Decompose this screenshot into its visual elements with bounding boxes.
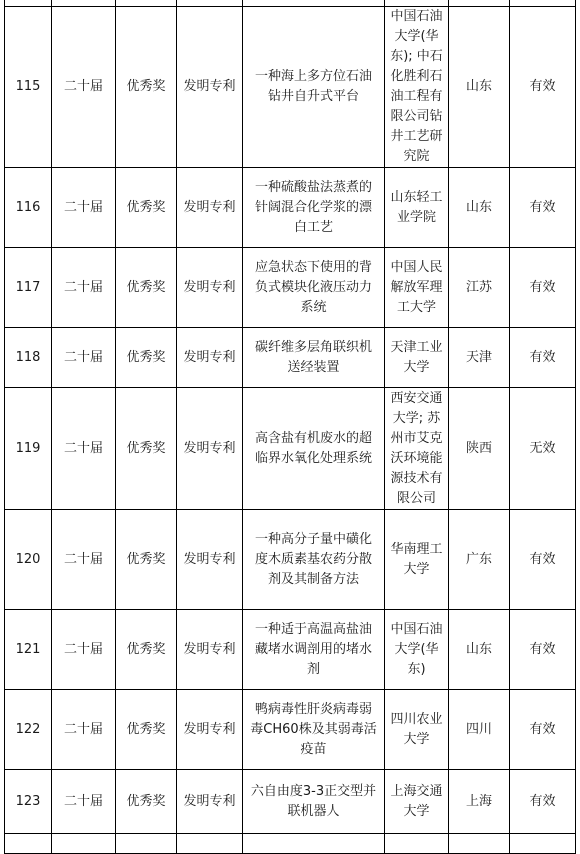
cell-type: 发明专利	[177, 690, 243, 770]
cell-province: 四川	[449, 690, 510, 770]
cell-session: 二十届	[52, 248, 116, 328]
cell-no: 123	[5, 770, 52, 834]
table-row	[5, 834, 576, 854]
cell-org: 华南理工大学	[385, 510, 449, 610]
cell-title	[243, 834, 385, 854]
cell-title: 碳纤维多层角联织机送经装置	[243, 328, 385, 388]
table-row	[5, 248, 576, 328]
cell-province: 上海	[449, 770, 510, 834]
table-row	[5, 510, 576, 610]
cell-org	[385, 834, 449, 854]
cell-status	[510, 834, 576, 854]
cell-type: 发明专利	[177, 248, 243, 328]
cell-session: 二十届	[52, 7, 116, 168]
cell-title: 一种海上多方位石油钻井自升式平台	[243, 7, 385, 168]
cell-award: 优秀奖	[116, 7, 177, 168]
cell-session: 二十届	[52, 388, 116, 510]
table-row	[5, 690, 576, 770]
cell-province: 山东	[449, 168, 510, 248]
cell-org: 中国石油大学(华东)	[385, 610, 449, 690]
cell-province: 山东	[449, 610, 510, 690]
cell-type: 发明专利	[177, 610, 243, 690]
cell-award: 优秀奖	[116, 328, 177, 388]
cell-no: 121	[5, 610, 52, 690]
cell-status: 有效	[510, 690, 576, 770]
table-row	[5, 168, 576, 248]
cell-status: 有效	[510, 510, 576, 610]
cell-session: 二十届	[52, 328, 116, 388]
cell-no: 117	[5, 248, 52, 328]
cell-award: 优秀奖	[116, 610, 177, 690]
cell-province: 陕西	[449, 388, 510, 510]
cell-status: 有效	[510, 248, 576, 328]
cell-title: 高含盐有机废水的超临界水氧化处理系统	[243, 388, 385, 510]
cell-org: 天津工业大学	[385, 328, 449, 388]
cell-no: 116	[5, 168, 52, 248]
cell-title: 一种适于高温高盐油藏堵水调剖用的堵水剂	[243, 610, 385, 690]
cell-org: 上海交通大学	[385, 770, 449, 834]
cell-session: 二十届	[52, 770, 116, 834]
cell-award: 优秀奖	[116, 770, 177, 834]
cell-org: 中国人民解放军理工大学	[385, 248, 449, 328]
cell-title: 一种高分子量中磺化度木质素基农药分散剂及其制备方法	[243, 510, 385, 610]
cell-title: 一种硫酸盐法蒸煮的针阔混合化学浆的漂白工艺	[243, 168, 385, 248]
cell-no: 119	[5, 388, 52, 510]
cell-no: 115	[5, 7, 52, 168]
cell-status: 有效	[510, 328, 576, 388]
cell-title: 鸭病毒性肝炎病毒弱毒CH60株及其弱毒活疫苗	[243, 690, 385, 770]
cell-title: 六自由度3-3正交型并联机器人	[243, 770, 385, 834]
cell-session: 二十届	[52, 510, 116, 610]
cell-type: 发明专利	[177, 770, 243, 834]
cell-province: 山东	[449, 7, 510, 168]
cell-award: 优秀奖	[116, 388, 177, 510]
cell-session: 二十届	[52, 168, 116, 248]
table-row	[5, 770, 576, 834]
cell-session	[52, 834, 116, 854]
cell-status: 有效	[510, 770, 576, 834]
table-row	[5, 610, 576, 690]
cell-status: 有效	[510, 610, 576, 690]
cell-award: 优秀奖	[116, 168, 177, 248]
cell-org: 山东轻工业学院	[385, 168, 449, 248]
cell-award	[116, 834, 177, 854]
cell-no	[5, 834, 52, 854]
cell-award: 优秀奖	[116, 510, 177, 610]
cell-title: 应急状态下使用的背负式模块化液压动力系统	[243, 248, 385, 328]
award-table	[4, 0, 576, 854]
cell-no: 120	[5, 510, 52, 610]
cell-no: 118	[5, 328, 52, 388]
cell-type: 发明专利	[177, 510, 243, 610]
cell-status: 无效	[510, 388, 576, 510]
cell-award: 优秀奖	[116, 248, 177, 328]
table-row	[5, 328, 576, 388]
table-body	[5, 0, 576, 854]
cell-org: 四川农业大学	[385, 690, 449, 770]
cell-type: 发明专利	[177, 7, 243, 168]
table-row	[5, 388, 576, 510]
cell-type: 发明专利	[177, 168, 243, 248]
cell-award: 优秀奖	[116, 690, 177, 770]
cell-type	[177, 834, 243, 854]
cell-type: 发明专利	[177, 328, 243, 388]
cell-no: 122	[5, 690, 52, 770]
cell-session: 二十届	[52, 690, 116, 770]
cell-province	[449, 834, 510, 854]
cell-session: 二十届	[52, 610, 116, 690]
cell-status: 有效	[510, 168, 576, 248]
cell-type: 发明专利	[177, 388, 243, 510]
table-row	[5, 7, 576, 168]
cell-org: 西安交通大学; 苏州市艾克沃环境能源技术有限公司	[385, 388, 449, 510]
cell-province: 江苏	[449, 248, 510, 328]
cell-province: 天津	[449, 328, 510, 388]
cell-province: 广东	[449, 510, 510, 610]
cell-org: 中国石油大学(华东); 中石化胜利石油工程有限公司钻井工艺研究院	[385, 7, 449, 168]
cell-status: 有效	[510, 7, 576, 168]
